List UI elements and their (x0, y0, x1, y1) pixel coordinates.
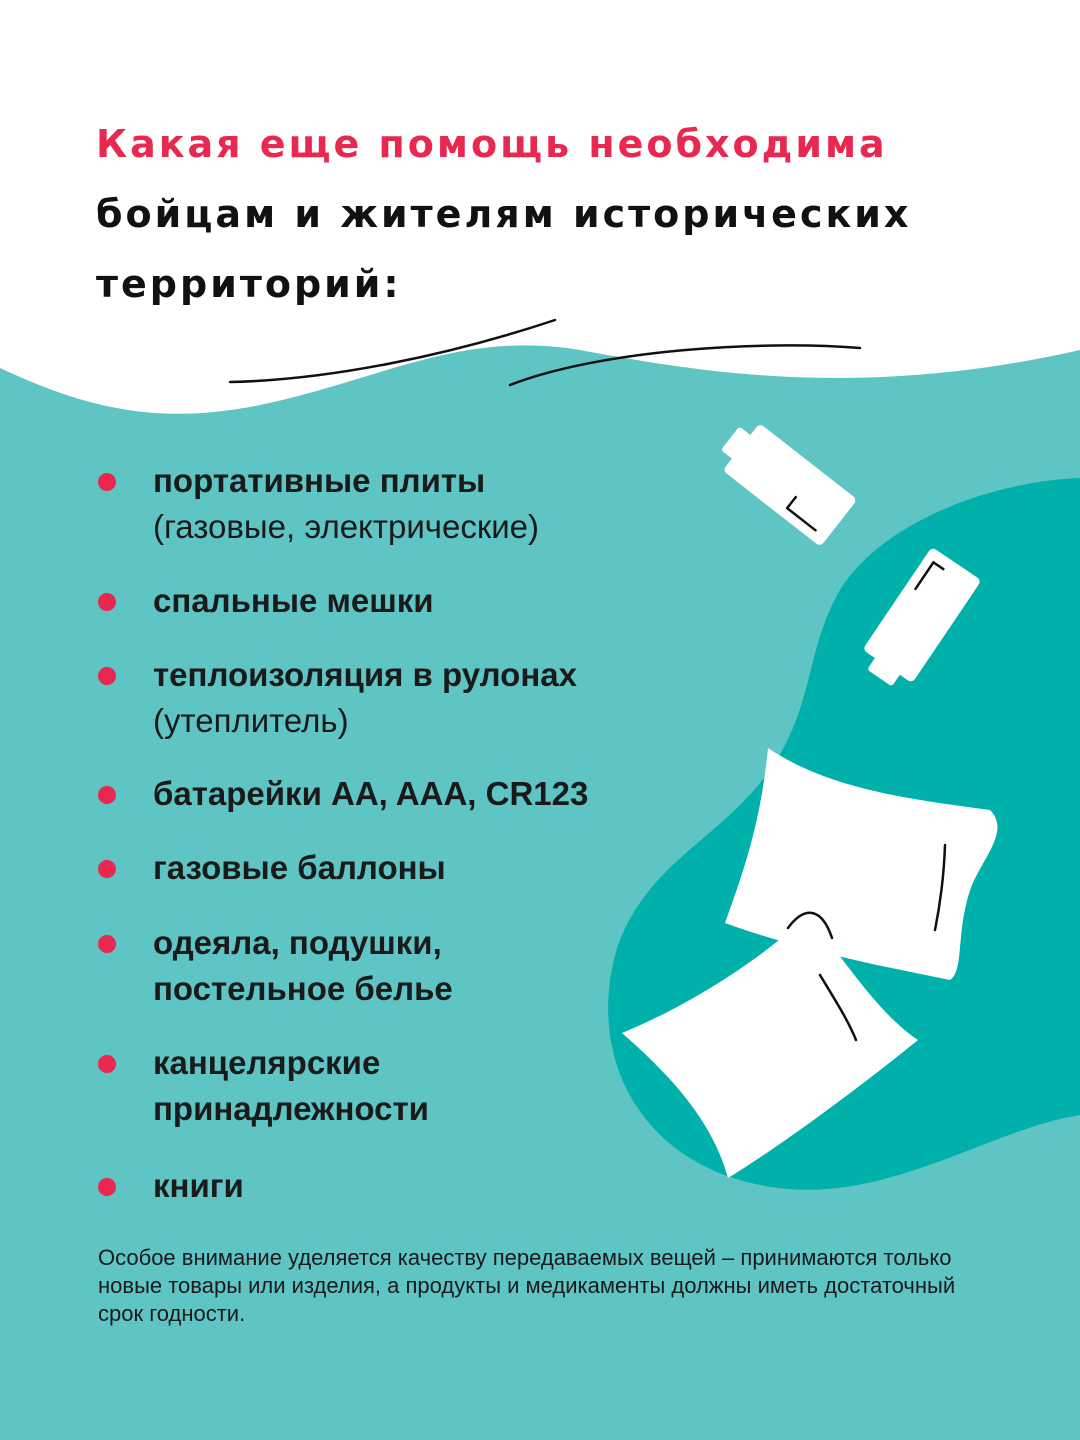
list-item-title: газовые баллоны (153, 849, 446, 886)
bullet-dot (98, 593, 116, 611)
bullet-dot (98, 667, 116, 685)
list-item-title: одеяла, подушки, (153, 924, 442, 961)
list-item-title: батарейки AA, AAA, CR123 (153, 775, 589, 812)
list-item-title: портативные плиты (153, 462, 486, 499)
bullet-dot (98, 786, 116, 804)
page-title-line-2: бойцам и жителям исторических (96, 192, 912, 236)
bullet-dot (98, 473, 116, 491)
page-title-line-1: Какая еще помощь необходима (96, 122, 888, 166)
list-item-title-continued: принадлежности (153, 1090, 429, 1127)
list-item-title-continued: постельное белье (153, 970, 453, 1007)
footnote-text: Особое внимание уделяется качеству передаваемых вещей – принимаются только новые товары или изделия, а продукты и медикаменты должны иметь достаточный срок годности. (98, 1245, 956, 1326)
bullet-dot (98, 1178, 116, 1196)
list-item-title: книги (153, 1167, 244, 1204)
bullet-dot (98, 935, 116, 953)
list-item-subtitle: (газовые, электрические) (153, 508, 540, 545)
list-item-subtitle: (утеплитель) (153, 702, 349, 739)
list-item-title: канцелярские (153, 1044, 381, 1081)
list-item-title: теплоизоляция в рулонах (153, 656, 577, 693)
bullet-dot (98, 1055, 116, 1073)
list-item-title: спальные мешки (153, 582, 434, 619)
bullet-dot (98, 860, 116, 878)
page-title-line-3: территорий: (96, 262, 402, 306)
